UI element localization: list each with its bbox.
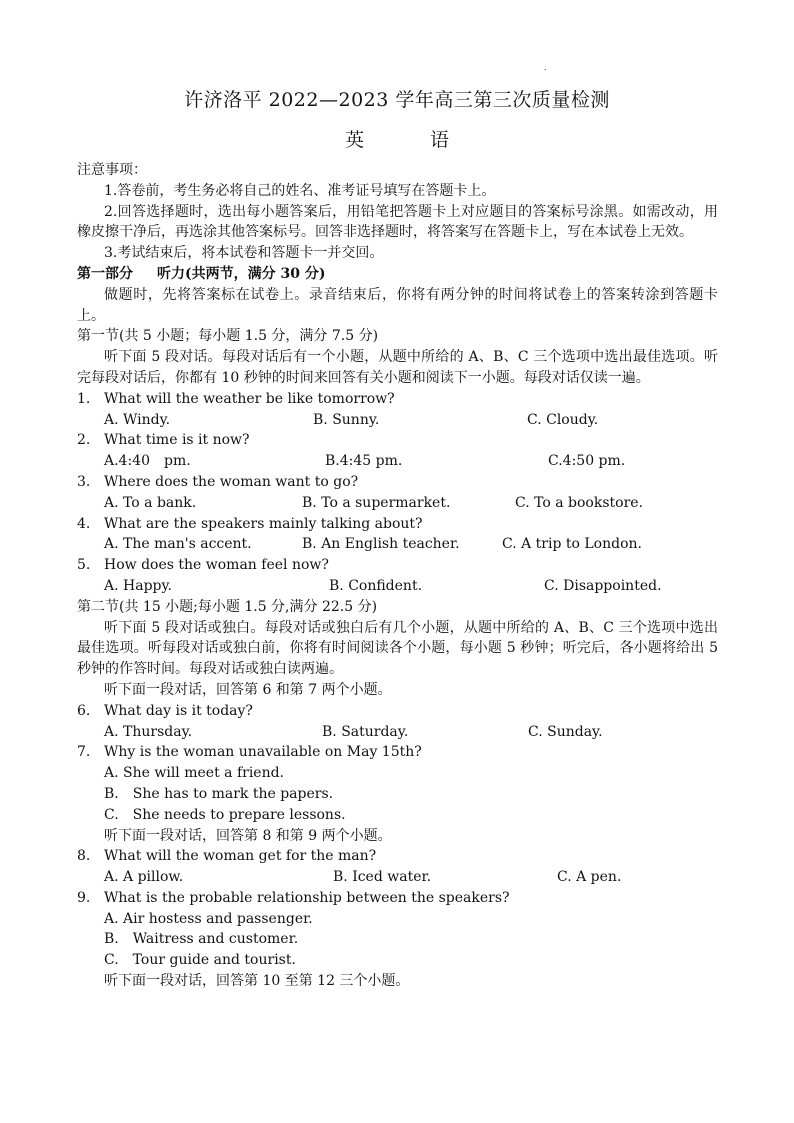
option-c: C.4:50 pm. (548, 453, 626, 470)
option-b: B. To a supermarket. (302, 494, 451, 511)
part1-label: 第一部分 (77, 265, 133, 282)
option-b: B. Saturday. (322, 723, 409, 740)
question-3 (77, 472, 718, 493)
option-a: A. To a bank. (104, 494, 197, 511)
part1-intro: 做题时，先将答案标在试卷上。录音结束后，你将有两分钟的时间将试卷上的答案转涂到答题卡上。 (77, 286, 718, 324)
option-c: C. Disappointed. (544, 577, 662, 594)
question-2 (77, 430, 718, 451)
question-6 (77, 701, 718, 722)
question-2-options (77, 451, 718, 472)
option-a: A. A pillow. (104, 869, 184, 886)
question-text: What is the probable relationship between the speakers? (104, 889, 510, 906)
note-item-3: 3.考试结束后，将本试卷和答题卡一并交回。 (104, 245, 384, 262)
question-text: What will the woman get for the man? (104, 848, 377, 865)
question-number: 7. (77, 744, 91, 761)
section2-heading: 第二节(共 15 小题;每小题 1.5 分,满分 22.5 分) (77, 598, 378, 615)
option-a: A. Windy. (104, 411, 171, 428)
option-c: C. A pen. (557, 869, 622, 886)
question-4 (77, 514, 718, 535)
question-5 (77, 555, 718, 576)
question-number: 6. (77, 702, 91, 719)
question-5-options (77, 576, 718, 597)
question-7 (77, 742, 718, 763)
question-text: What time is it now? (104, 432, 250, 449)
option-a: A. She will meet a friend. (104, 765, 285, 782)
option-c: C. She needs to prepare lessons. (104, 806, 346, 823)
option-b: B. Waitress and customer. (104, 931, 299, 948)
option-b: B. Iced water. (333, 869, 432, 886)
option-a: A. Happy. (104, 577, 172, 594)
question-text: Why is the woman unavailable on May 15th? (104, 744, 422, 761)
question-text: What will the weather be like tomorrow? (104, 390, 395, 407)
question-9 (77, 888, 718, 909)
option-b: B. She has to mark the papers. (104, 785, 334, 802)
question-number: 9. (77, 889, 91, 906)
question-number: 1. (77, 390, 91, 407)
question-1 (77, 389, 718, 410)
dialogue-prompt-2: 听下面一段对话，回答第 8 和第 9 两个小题。 (104, 827, 392, 844)
dialogue-prompt-1: 听下面一段对话，回答第 6 和第 7 两个小题。 (104, 681, 392, 698)
option-c: C. A trip to London. (502, 536, 642, 553)
question-number: 2. (77, 432, 91, 449)
option-c: C. To a bookstore. (515, 494, 644, 511)
part1-heading (77, 264, 718, 285)
notes-heading: 注意事项： (77, 162, 147, 178)
option-b: B. An English teacher. (302, 536, 460, 553)
question-4-options (77, 534, 718, 555)
option-b: B. Sunny. (313, 411, 380, 428)
option-a: A. The man's accent. (104, 536, 252, 553)
question-6-options (77, 722, 718, 743)
question-text: What are the speakers mainly talking about? (104, 515, 423, 532)
question-3-options (77, 493, 718, 514)
exam-title: 许济洛平 2022—2023 学年高三第三次质量检测 (184, 89, 610, 111)
section2-intro: 听下面 5 段对话或独白。每段对话或独白后有几个小题，从题中所给的 A、B、C 三个选项中选出最佳选项。听每段对话或独白前，你将有时间阅读各个小题，每小题 5 秒钟；听完后，各小题将给出 5 秒钟的作答时间。每段对话或独白读两遍。 (77, 619, 718, 678)
option-b: B.4:45 pm. (325, 453, 403, 470)
question-number: 8. (77, 848, 91, 865)
question-number: 5. (77, 557, 91, 574)
note-item-1: 1.答卷前，考生务必将自己的姓名、准考证号填写在答题卡上。 (104, 182, 496, 199)
option-b: B. Confident. (329, 577, 423, 594)
question-1-options (77, 410, 718, 431)
question-number: 3. (77, 473, 91, 490)
part1-title: 听力(共两节，满分 30 分) (157, 265, 326, 282)
option-c: C. Sunday. (528, 723, 603, 740)
option-a: A. Thursday. (104, 723, 193, 740)
question-text: How does the woman feel now? (104, 557, 329, 574)
question-text: What day is it today? (104, 702, 253, 719)
question-8-options (77, 867, 718, 888)
option-c: C. Cloudy. (527, 411, 599, 428)
question-text: Where does the woman want to go? (104, 473, 359, 490)
exam-content (77, 160, 718, 992)
subject-char-2: 语 (430, 129, 450, 151)
note-item-2: 2.回答选择题时，选出每小题答案后，用铅笔把答题卡上对应题目的答案标号涂黑。如需改动，用橡皮擦干净后，再选涂其他答案标号。回答非选择题时，将答案写在答题卡上，写在本试卷上无效。 (77, 203, 718, 241)
section1-heading: 第一节(共 5 小题；每小题 1.5 分，满分 7.5 分) (77, 328, 379, 345)
subject-title (0, 128, 794, 152)
question-8 (77, 846, 718, 867)
option-c: C. Tour guide and tourist. (104, 952, 296, 969)
corner-dot: . (544, 63, 547, 72)
option-a: A. Air hostess and passenger. (104, 910, 313, 927)
question-number: 4. (77, 515, 91, 532)
subject-char-1: 英 (344, 129, 364, 151)
section1-intro: 听下面 5 段对话。每段对话后有一个小题，从题中所给的 A、B、C 三个选项中选出最佳选项。听完每段对话后，你都有 10 秒钟的时间来回答有关小题和阅读下一小题。每段对话仅读一遍。 (77, 349, 718, 386)
option-a: A.4:40 pm. (104, 453, 191, 470)
dialogue-prompt-3: 听下面一段对话，回答第 10 至第 12 三个小题。 (104, 973, 410, 990)
